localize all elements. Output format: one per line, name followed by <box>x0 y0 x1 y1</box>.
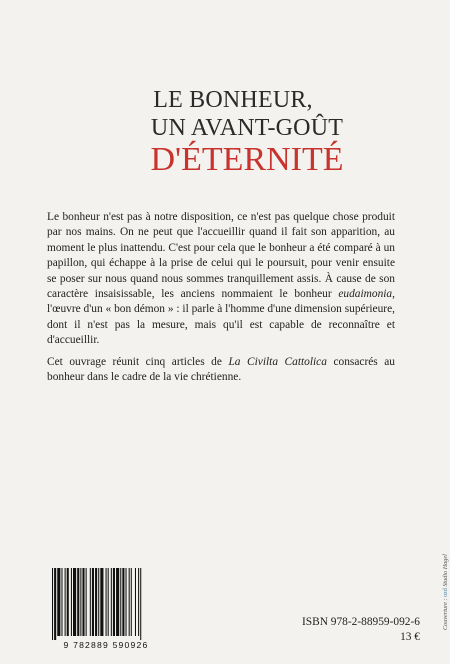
barcode-bar <box>129 568 130 636</box>
barcode-bar <box>86 568 87 636</box>
barcode-bar <box>80 568 81 636</box>
barcode-bar <box>57 568 60 636</box>
barcode-bar <box>126 568 127 636</box>
barcode-bar <box>116 568 119 636</box>
barcode-bar <box>135 568 136 636</box>
journal-name: La Civilta Cattolica <box>228 355 327 368</box>
barcode-digits: 9 782889 590926 <box>63 640 149 650</box>
barcode-bar <box>52 568 53 640</box>
barcode-bars <box>50 568 162 640</box>
barcode-bar <box>113 568 115 636</box>
barcode-bar <box>106 568 107 636</box>
term-eudaimonia: eudaimonia <box>338 288 393 301</box>
book-title <box>0 88 450 177</box>
barcode-bar <box>138 568 139 636</box>
price: 13 € <box>400 631 420 643</box>
barcode-bar <box>131 568 132 636</box>
barcode-bar <box>71 568 72 636</box>
title-line-1: LE BONHEUR, <box>153 87 313 113</box>
barcode-bar <box>65 568 66 636</box>
barcode-bar <box>98 568 99 636</box>
barcode-bar <box>100 568 103 636</box>
barcode-bar <box>77 568 79 636</box>
barcode-bar <box>90 568 91 636</box>
title-line-3: D'ÉTERNITÉ <box>150 141 344 178</box>
barcode-bar <box>140 568 141 640</box>
studio-logo: ozd <box>443 588 449 597</box>
blurb-paragraph-1: Le bonheur n'est pas à notre disposition, ce n'est pas quelque chose produit par nos mains. On ne peut que l'accueillir quand il fait son apparition, au moment le plus inattendu. C'est pour cela que le bonheur a été comparé à un papillon, qui échappe à la prise de celui qui le poursuit, pour venir ensuite se poser sur nous quand nous sommes tranquillement assis. À cause de son caractère insaisissable, les anciens nommaient le bonheur eudaimonia, l'œuvre d'un « bon démon » : il parle à l'homme d'une dimension supérieure, dont il n'est pas la mesure, mais qu'il est capable de reconnaître et d'accueillir. <box>47 211 395 347</box>
barcode-bar <box>82 568 84 636</box>
barcode-bar <box>111 568 112 636</box>
barcode-bar <box>108 568 109 636</box>
barcode-bar <box>120 568 121 636</box>
barcode <box>50 568 162 640</box>
isbn: ISBN 978-2-88959-092-6 <box>301 616 420 628</box>
barcode-bar <box>122 568 124 636</box>
cover-credit: Couverture : ozd Studio Hagel <box>442 554 449 630</box>
barcode-bar <box>73 568 76 636</box>
blurb <box>47 210 395 391</box>
barcode-bar <box>95 568 97 636</box>
barcode-bar <box>61 568 62 636</box>
title-line-2: UN AVANT-GOÛT <box>150 115 344 141</box>
isbn-block <box>302 615 420 645</box>
barcode-bar <box>54 568 56 640</box>
barcode-bar <box>92 568 94 636</box>
blurb-paragraph-2: Cet ouvrage réunit cinq articles de La Civilta Cattolica consacrés au bonheur dans le cadre de la vie chrétienne. <box>47 355 395 384</box>
barcode-bar <box>67 568 69 636</box>
